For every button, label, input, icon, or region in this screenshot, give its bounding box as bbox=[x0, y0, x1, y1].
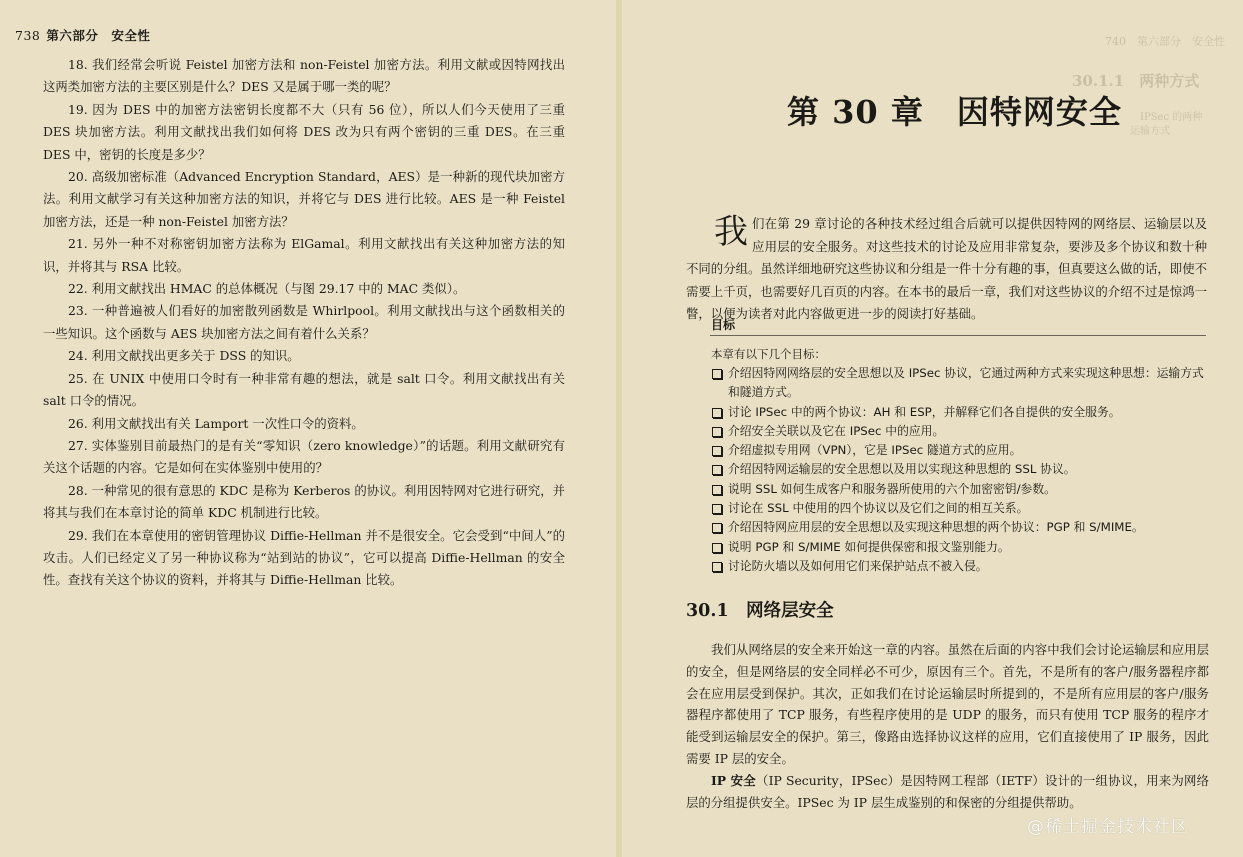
goal-text: 介绍因特网网络层的安全思想以及 IPSec 协议，它通过两种方式来实现这种思想：运输方式和隧道方式。 bbox=[728, 366, 1204, 400]
checkbox-icon bbox=[712, 408, 722, 418]
goal-item bbox=[711, 403, 1211, 422]
body-paragraph bbox=[686, 770, 1209, 814]
goal-text: 说明 SSL 如何生成客户和服务器所使用的六个加密密钥/参数。 bbox=[728, 481, 1056, 496]
exercise-item: 20. 高级加密标准（Advanced Encryption Standard，AES）是一种新的现代块加密方法。利用文献学习有关这种加密方法的知识，并将它与 DES 进行比较。AES 是一种 Feistel 加密方法，还是一种 non-Feistel 加密方法？ bbox=[43, 169, 565, 229]
checkbox-icon bbox=[712, 543, 722, 553]
running-head bbox=[15, 26, 150, 44]
bold-term: IP 安全 bbox=[711, 772, 756, 788]
goal-text: 讨论 IPSec 中的两个协议：AH 和 ESP，并解释它们各自提供的安全服务。 bbox=[728, 404, 1121, 419]
checkbox-icon bbox=[712, 523, 722, 533]
checkbox-icon bbox=[712, 485, 722, 495]
checkbox-icon bbox=[712, 562, 722, 572]
bleed-through-text: IPSec 的两种 bbox=[1140, 112, 1203, 123]
checkbox-icon bbox=[712, 504, 722, 514]
section-title: 30.1 网络层安全 bbox=[686, 601, 834, 621]
page-number: 738 bbox=[15, 28, 41, 43]
exercise-item: 24. 利用文献找出更多关于 DSS 的知识。 bbox=[68, 348, 300, 364]
goals-lead: 本章有以下几个目标： bbox=[711, 347, 826, 361]
exercise-item: 29. 我们在本章使用的密钥管理协议 Diffie-Hellman 并不是很安全。它会受到“中间人”的攻击。人们已经定义了另一种协议称为“站到站的协议”，它可以提高 Diffie-Hellman 的安全性。查找有关这个协议的资料，并将其与 Diffie-Hellman 比较。 bbox=[43, 527, 565, 588]
left-page bbox=[0, 0, 616, 857]
chapter-intro bbox=[686, 213, 1207, 326]
bleed-through-text: 740 第六部分 安全性 bbox=[1105, 35, 1225, 48]
checkbox-icon bbox=[712, 465, 722, 475]
exercise-item: 23. 一种普遍被人们看好的加密散列函数是 Whirlpool。利用文献找出与这个函数相关的一些知识。这个函数与 AES 块加密方法之间有着什么关系？ bbox=[43, 303, 565, 341]
exercise-item: 22. 利用文献找出 HMAC 的总体概况（与图 29.17 中的 MAC 类似）。 bbox=[68, 281, 466, 297]
part-title: 第六部分 安全性 bbox=[46, 28, 151, 43]
goal-text: 介绍安全关联以及它在 IPSec 中的应用。 bbox=[728, 423, 945, 438]
goal-item bbox=[711, 518, 1211, 537]
goal-text: 讨论在 SSL 中使用的四个协议以及它们之间的相互关系。 bbox=[728, 501, 1029, 516]
goal-text: 讨论防火墙以及如何用它们来保护站点不被入侵。 bbox=[728, 558, 988, 573]
goal-text: 介绍因特网运输层的安全思想以及用以实现这种思想的 SSL 协议。 bbox=[728, 462, 1076, 477]
exercise-item: 21. 另外一种不对称密钥加密方法称为 ElGamal。利用文献找出有关这种加密方法的知识，并将其与 RSA 比较。 bbox=[43, 236, 565, 274]
goal-item bbox=[711, 460, 1211, 479]
watermark: @稀土掘金技术社区 bbox=[1027, 817, 1189, 837]
goals-divider bbox=[710, 335, 1206, 336]
goal-item bbox=[711, 441, 1211, 460]
goal-item bbox=[711, 499, 1211, 518]
exercise-item: 18. 我们经常会听说 Feistel 加密方法和 non-Feistel 加密方法。利用文献或因特网找出这两类加密方法的主要区别是什么？DES 又是属于哪一类的呢？ bbox=[43, 57, 565, 95]
goal-item bbox=[711, 557, 1211, 576]
goal-text: 介绍虚拟专用网（VPN），它是 IPSec 隧道方式的应用。 bbox=[728, 443, 1022, 458]
exercise-item: 19. 因为 DES 中的加密方法密钥长度都不大（只有 56 位），所以人们今天使用了三重 DES 块加密方法。利用文献找出我们如何将 DES 改为只有两个密钥的三重 DES。在三重 DES 中，密钥的长度是多少？ bbox=[43, 101, 565, 162]
checkbox-icon bbox=[712, 446, 722, 456]
checkbox-icon bbox=[712, 427, 722, 437]
drop-cap: 我 bbox=[714, 212, 748, 252]
goal-item bbox=[711, 480, 1211, 499]
goal-item bbox=[711, 364, 1211, 403]
goal-item bbox=[711, 422, 1211, 441]
exercise-item: 28. 一种常见的很有意思的 KDC 是称为 Kerberos 的协议。利用因特网对它进行研究，并将其与我们在本章讨论的简单 KDC 机制进行比较。 bbox=[43, 482, 565, 521]
body-paragraph: 我们从网络层的安全来开始这一章的内容。虽然在后面的内容中我们会讨论运输层和应用层的安全，但是网络层的安全同样必不可少，原因有三个。首先，不是所有的客户/服务器程序都会在应用层受到保护。其次，正如我们在讨论运输层时所提到的，不是所有应用层的客户/服务器程序都使用了 TCP 服务，有些程序使用的是 UDP 的服务，而只有使用 TCP 服务的程序才能受到运输层安全的保护。第三，像路由选择协议这样的应用，它们直接使用了 IP 服务，因此需要 IP 层的安全。 bbox=[686, 642, 1209, 766]
exercise-item: 27. 实体鉴别目前最热门的是有关“零知识（zero knowledge）”的话题。利用文献研究有关这个话题的内容。它是如何在实体鉴别中使用的？ bbox=[43, 437, 565, 476]
bleed-through-text: 运输方式 bbox=[1130, 126, 1170, 137]
exercise-item: 25. 在 UNIX 中使用口令时有一种非常有趣的想法，就是 salt 口令。利用文献找出有关 salt 口令的情况。 bbox=[43, 370, 565, 409]
checkbox-icon bbox=[712, 369, 722, 379]
paragraph-text: （IP Security，IPSec）是因特网工程部（IETF）设计的一组协议，用来为网络层的分组提供安全。IPSec 为 IP 层生成鉴别的和保密的分组提供帮助。 bbox=[686, 772, 1209, 810]
exercise-item: 26. 利用文献找出有关 Lamport 一次性口令的资料。 bbox=[68, 415, 364, 431]
section-body bbox=[686, 639, 1209, 813]
goal-text: 说明 PGP 和 S/MIME 如何提供保密和报文鉴别能力。 bbox=[728, 539, 1010, 554]
goal-text: 介绍因特网应用层的安全思想以及实现这种思想的两个协议：PGP 和 S/MIME。 bbox=[728, 520, 1144, 535]
bleed-through-text: 30.1.1 两种方式 bbox=[1072, 72, 1200, 90]
goal-item bbox=[711, 538, 1211, 557]
goals-header: 目标 bbox=[711, 318, 736, 332]
exercise-list bbox=[43, 54, 565, 592]
intro-text: 们在第 29 章讨论的各种技术经过组合后就可以提供因特网的网络层、运输层以及应用层的安全服务。对这些技术的讨论及应用非常复杂，要涉及多个协议和数十种不同的分组。虽然详细地研究这些协议和分组是一件十分有趣的事，但真要这么做的话，即使不需要上千页，也需要好几百页的内容。在本书的最后一章，我们对这些协议的介绍不过是惊鸿一瞥，以便为读者对此内容做更进一步的阅读打好基础。 bbox=[686, 216, 1207, 322]
chapter-title: 第 30 章 因特网安全 bbox=[787, 93, 1122, 131]
goals-list bbox=[711, 364, 1211, 576]
